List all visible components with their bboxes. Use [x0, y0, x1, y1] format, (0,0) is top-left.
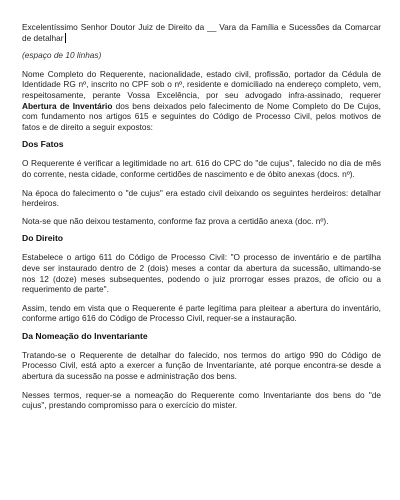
- text-cursor: [65, 33, 66, 43]
- nomeacao-paragraph-2: Nesses termos, requer-se a nomeação do Requerente como Inventariante dos bens do "de cujus", prestando compromisso para o exercício do mister.: [22, 389, 381, 411]
- fatos-paragraph-1: O Requerente é verificar a legitimidade no art. 616 do CPC do "de cujus", falecido no dia de mês do corrente, nesta cidade, conforme certidões de nascimento e de óbito anexas (docs. nº).: [22, 158, 381, 179]
- space-note: (espaço de 10 linhas): [22, 50, 102, 61]
- fatos-paragraph-3: Nota-se que não deixou testamento, conforme faz prova a certidão anexa (doc. nº).: [22, 215, 329, 226]
- section-title-direito: Do Direito: [22, 233, 64, 244]
- direito-paragraph-1: Estabelece o artigo 611 do Código de Processo Civil: "O processo de inventário e de partilha deve ser instaurado dentro de 2 (dois) meses a contar da abertura da sucessão, ultimando-se nos 12 (doze) meses subsequentes, podendo o juiz prorrogar esses prazos, de ofício ou a requerimento de parte".: [22, 252, 381, 295]
- direito-paragraph-2: Assim, tendo em vista que o Requerente é parte legítima para pleitear a abertura do inventário, conforme artigo 616 do Código de Processo Civil, requer-se a instauração.: [22, 302, 381, 324]
- addressee-text: Excelentíssimo Senhor Doutor Juiz de Direito da __ Vara da Família e Sucessões da Comarcar de detalhar: [22, 22, 381, 43]
- intro-bold-term: Abertura de Inventário: [22, 100, 113, 111]
- intro-paragraph: Nome Completo do Requerente, nacionalidade, estado civil, profissão, portador da Cédula de Identidade RG nº, inscrito no CPF sob o nº, residente e domiciliado na endereço completo, vem, respeitosamente, perante Vossa Excelência, por seu advogado infra-assinado, requerer Abertura de Inventário dos bens deixados pelo falecimento de Nome Completo do De Cujos, com fundamento nos artigos 615 e seguintes do Código de Processo Civil, pelos motivos de fatos e de direito a seguir expostos:: [22, 68, 381, 132]
- nomeacao-paragraph-1: Tratando-se o Requerente de detalhar do falecido, nos termos do artigo 990 do Código de Processo Civil, está apto a exercer a função de Inventariante, até porque encontra-se desde a abertura da sucessão na posse e administração dos bens.: [22, 349, 381, 382]
- section-title-fatos: Dos Fatos: [22, 139, 64, 150]
- section-title-nomeacao: Da Nomeação do Inventariante: [22, 330, 148, 341]
- addressee-line[interactable]: [22, 22, 381, 43]
- fatos-paragraph-2: Na época do falecimento o "de cujus" era estado civil deixando os seguintes herdeiros: detalhar herdeiros.: [22, 187, 381, 209]
